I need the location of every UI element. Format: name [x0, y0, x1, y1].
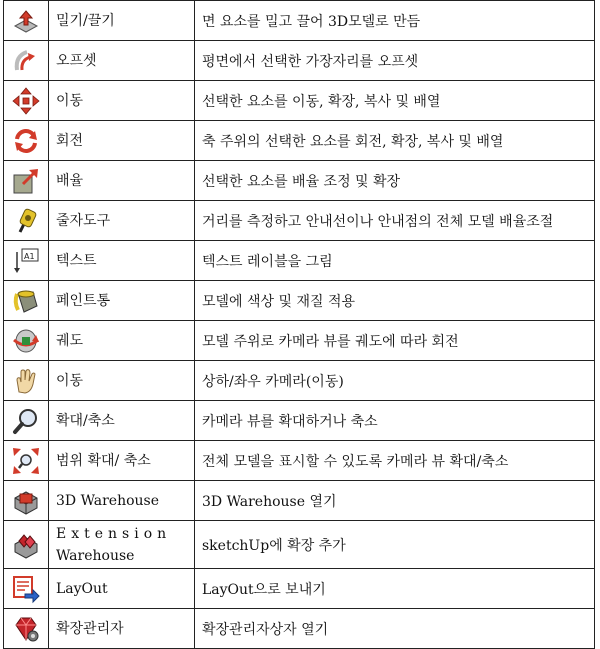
tool-name: 텍스트 — [49, 241, 195, 281]
tool-name: 페인트통 — [49, 281, 195, 321]
layout-icon — [11, 574, 41, 604]
move-icon — [11, 86, 41, 116]
table-row — [4, 441, 595, 481]
tool-description: 확장관리자상자 열기 — [195, 609, 595, 649]
tool-description: sketchUp에 확장 추가 — [195, 521, 595, 569]
tool-description: 모델 주위로 카메라 뷰를 궤도에 따라 회전 — [195, 321, 595, 361]
offset-icon — [11, 46, 41, 76]
tool-name: 밀기/끌기 — [49, 1, 195, 41]
tool-description: 면 요소를 밀고 끌어 3D모델로 만듬 — [195, 1, 595, 41]
tool-name: 이동 — [49, 361, 195, 401]
3d-warehouse-icon — [11, 486, 41, 516]
tool-description: 거리를 측정하고 안내선이나 안내점의 전체 모델 배율조절 — [195, 201, 595, 241]
tool-name: 확장관리자 — [49, 609, 195, 649]
tool-description: 텍스트 레이블을 그림 — [195, 241, 595, 281]
tool-name: 확대/축소 — [49, 401, 195, 441]
tool-name: LayOut — [49, 569, 195, 609]
scale-icon — [11, 166, 41, 196]
tool-description: LayOut으로 보내기 — [195, 569, 595, 609]
tool-description: 선택한 요소를 배율 조정 및 확장 — [195, 161, 595, 201]
tool-description: 선택한 요소를 이동, 확장, 복사 및 배열 — [195, 81, 595, 121]
tool-name: 회전 — [49, 121, 195, 161]
table-row — [4, 569, 595, 609]
tool-description: 3D Warehouse 열기 — [195, 481, 595, 521]
rotate-icon — [11, 126, 41, 156]
tool-name: 궤도 — [49, 321, 195, 361]
tool-name: Warehouse — [56, 547, 135, 564]
table-row — [4, 401, 595, 441]
table-row — [4, 201, 595, 241]
table-row — [4, 121, 595, 161]
table-row — [4, 521, 595, 569]
table-row — [4, 481, 595, 521]
tool-description: 상하/좌우 카메라(이동) — [195, 361, 595, 401]
tape-measure-icon — [11, 206, 41, 236]
zoom-icon — [11, 406, 41, 436]
push-pull-icon — [11, 6, 41, 36]
tool-name: 오프셋 — [49, 41, 195, 81]
extension-manager-icon — [11, 614, 41, 644]
table-row — [4, 361, 595, 401]
tool-name: 배율 — [49, 161, 195, 201]
table-row — [4, 161, 595, 201]
table-row — [4, 241, 595, 281]
tool-description: 평면에서 선택한 가장자리를 오프셋 — [195, 41, 595, 81]
tool-name: 범위 확대/ 축소 — [49, 441, 195, 481]
paint-bucket-icon — [11, 286, 41, 316]
extension-warehouse-icon — [11, 530, 41, 560]
tool-name: 3D Warehouse — [49, 481, 195, 521]
table-row — [4, 41, 595, 81]
text-icon — [11, 246, 41, 276]
table-row — [4, 609, 595, 649]
tools-table — [3, 0, 595, 649]
orbit-icon — [11, 326, 41, 356]
table-row — [4, 281, 595, 321]
pan-hand-icon — [11, 366, 41, 396]
tool-description: 축 주위의 선택한 요소를 회전, 확장, 복사 및 배열 — [195, 121, 595, 161]
tool-name: 이동 — [49, 81, 195, 121]
tool-name: Extension — [56, 525, 172, 542]
text-icon-label: A1 — [24, 251, 35, 261]
table-row — [4, 1, 595, 41]
table-row — [4, 321, 595, 361]
zoom-extents-icon — [11, 446, 41, 476]
tool-description: 카메라 뷰를 확대하거나 축소 — [195, 401, 595, 441]
tool-description: 모델에 색상 및 재질 적용 — [195, 281, 595, 321]
tool-name: 줄자도구 — [49, 201, 195, 241]
tool-description: 전체 모델을 표시할 수 있도록 카메라 뷰 확대/축소 — [195, 441, 595, 481]
table-row — [4, 81, 595, 121]
